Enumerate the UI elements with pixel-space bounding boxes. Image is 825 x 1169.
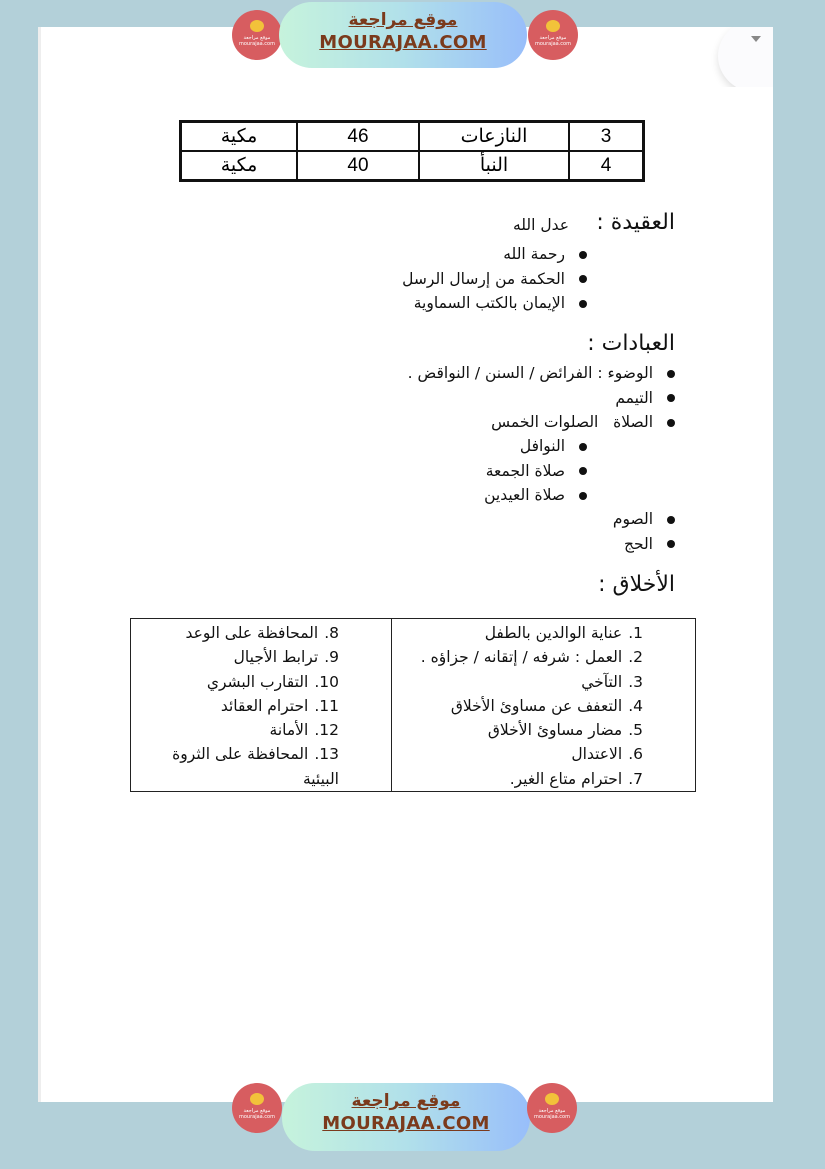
table-row: [131, 619, 696, 792]
item-text: التآخي: [581, 672, 623, 691]
item-text: عناية الوالدين بالطفل: [484, 624, 623, 642]
ibadat-more-list: [613, 507, 675, 556]
item-text: المحافظة على الثروة: [172, 745, 309, 764]
bullet-icon: [667, 540, 675, 548]
list-item-text: الصلاة: [613, 413, 653, 431]
item-number: 7.: [628, 769, 643, 788]
list-item-text: الحكمة من إرسال الرسل: [402, 269, 565, 288]
list-item: [392, 767, 643, 791]
list-item: [131, 694, 339, 718]
akhlaq-right-column: [392, 619, 696, 792]
ibadat-list: [408, 361, 675, 435]
akhlaq-table: [130, 618, 696, 792]
item-text: الاعتدال: [571, 745, 623, 764]
list-item-text: رحمة الله: [503, 245, 565, 263]
item-text: الأمانة: [269, 721, 309, 740]
list-item: [131, 718, 339, 742]
list-item-detail: الصلوات الخمس: [491, 413, 599, 431]
site-logo-right[interactable]: [527, 1083, 577, 1133]
list-item: [392, 694, 643, 718]
ibadat-heading: العبادات :: [587, 331, 675, 356]
verse-count-cell: 46: [297, 122, 419, 152]
item-number: 4.: [628, 696, 643, 715]
aqeeda-list: [402, 242, 587, 316]
list-item: [484, 459, 587, 484]
bullet-icon: [579, 300, 587, 308]
site-link-pill[interactable]: [279, 2, 527, 68]
bullet-icon: [579, 492, 587, 500]
item-text: العمل : شرفه / إتقانه / جزاؤه .: [420, 648, 623, 667]
item-number: 5.: [628, 721, 643, 740]
bullet-icon: [579, 275, 587, 283]
akhlaq-heading: الأخلاق :: [598, 572, 675, 597]
site-title-ar[interactable]: موقع مراجعة: [351, 1091, 461, 1111]
site-link-pill[interactable]: [282, 1083, 530, 1151]
logo-text-ar: موقع مراجعة: [243, 1108, 271, 1114]
surah-name-cell: النازعات: [419, 122, 569, 152]
item-number: 12.: [314, 721, 339, 740]
list-item-text: صلاة العيدين: [484, 486, 565, 504]
list-item: [392, 645, 643, 669]
list-item: [392, 742, 643, 766]
item-number: 3.: [628, 672, 643, 691]
list-item: [392, 718, 643, 742]
item-text: ترابط الأجيال: [233, 648, 319, 667]
item-text: البيئية: [302, 769, 339, 788]
surah-type-cell: مكية: [181, 151, 298, 181]
document-page: [38, 27, 773, 1102]
surah-name-cell: النبأ: [419, 151, 569, 181]
list-item: [408, 386, 675, 411]
list-item: [392, 621, 643, 645]
list-item: [613, 507, 675, 532]
list-item: [131, 670, 339, 694]
list-item: [484, 434, 587, 459]
site-title-en[interactable]: MOURAJAA.COM: [322, 1113, 490, 1134]
bullet-icon: [667, 516, 675, 524]
book-icon: [546, 20, 560, 32]
list-item: [402, 242, 587, 267]
item-number: 13.: [314, 745, 339, 764]
list-item: [484, 483, 587, 508]
akhlaq-left-column: [131, 619, 392, 792]
item-number: 11.: [314, 696, 339, 715]
list-item-text: التيمم: [615, 388, 653, 407]
site-logo-right[interactable]: [528, 10, 578, 60]
bullet-icon: [579, 251, 587, 259]
item-text: مضار مساوئ الأخلاق: [487, 721, 623, 740]
item-number: 2.: [628, 648, 643, 667]
prayer-sublist: [484, 434, 587, 508]
item-text: التقارب البشري: [206, 672, 309, 691]
site-title-en[interactable]: MOURAJAA.COM: [319, 32, 487, 53]
item-text: احترام العقائد: [220, 696, 309, 715]
bullet-icon: [667, 419, 675, 427]
logo-text-ar: موقع مراجعة: [538, 1108, 566, 1114]
list-item: [402, 291, 587, 316]
surah-number-cell: 4: [569, 151, 644, 181]
bullet-icon: [667, 370, 675, 378]
bullet-icon: [579, 467, 587, 475]
surah-number-cell: 3: [569, 122, 644, 152]
list-item-text: الوضوء : الفرائض / السنن / النواقض .: [407, 364, 653, 382]
logo-text-en: mourajaa.com: [534, 41, 571, 47]
verse-count-cell: 40: [297, 151, 419, 181]
list-item-text: صلاة الجمعة: [485, 461, 565, 480]
top-banner: [0, 0, 825, 80]
item-text: احترام متاع الغير.: [509, 769, 623, 788]
list-item: [392, 670, 643, 694]
logo-text-ar: موقع مراجعة: [539, 35, 567, 41]
aqeeda-heading: العقيدة :: [596, 210, 675, 235]
list-item-continuation: [131, 767, 339, 791]
item-number: 9.: [324, 648, 339, 667]
table-row: [181, 151, 644, 181]
item-number: 1.: [628, 624, 643, 642]
list-item-text: النوافل: [519, 437, 565, 455]
book-icon: [250, 1093, 264, 1105]
logo-text-ar: موقع مراجعة: [243, 35, 271, 41]
site-title-ar[interactable]: موقع مراجعة: [348, 10, 458, 30]
list-item: [131, 621, 339, 645]
list-item-text: الحج: [623, 534, 653, 553]
surah-table: [179, 120, 645, 182]
list-item: [402, 267, 587, 292]
aqeeda-subtitle: عدل الله: [512, 216, 569, 234]
logo-text-en: mourajaa.com: [533, 1114, 570, 1120]
bottom-banner: [0, 1077, 825, 1157]
item-text: التعفف عن مساوئ الأخلاق: [450, 696, 623, 715]
book-icon: [545, 1093, 559, 1105]
item-number: 10.: [314, 672, 339, 691]
list-item-text: الإيمان بالكتب السماوية: [413, 294, 565, 312]
list-item-text: الصوم: [612, 510, 653, 528]
logo-text-en: mourajaa.com: [238, 1114, 275, 1120]
site-logo-left[interactable]: [232, 10, 282, 60]
bullet-icon: [579, 443, 587, 451]
logo-text-en: mourajaa.com: [238, 41, 275, 47]
book-icon: [250, 20, 264, 32]
item-number: 8.: [324, 624, 339, 642]
site-logo-left[interactable]: [232, 1083, 282, 1133]
list-item: [131, 742, 339, 766]
list-item: [408, 410, 675, 435]
item-text: المحافظة على الوعد: [185, 624, 319, 642]
list-item: [613, 532, 675, 557]
bullet-icon: [667, 394, 675, 402]
item-number: 6.: [628, 745, 643, 764]
list-item: [131, 645, 339, 669]
surah-type-cell: مكية: [181, 122, 298, 152]
table-row: [181, 122, 644, 152]
list-item: [408, 361, 675, 386]
